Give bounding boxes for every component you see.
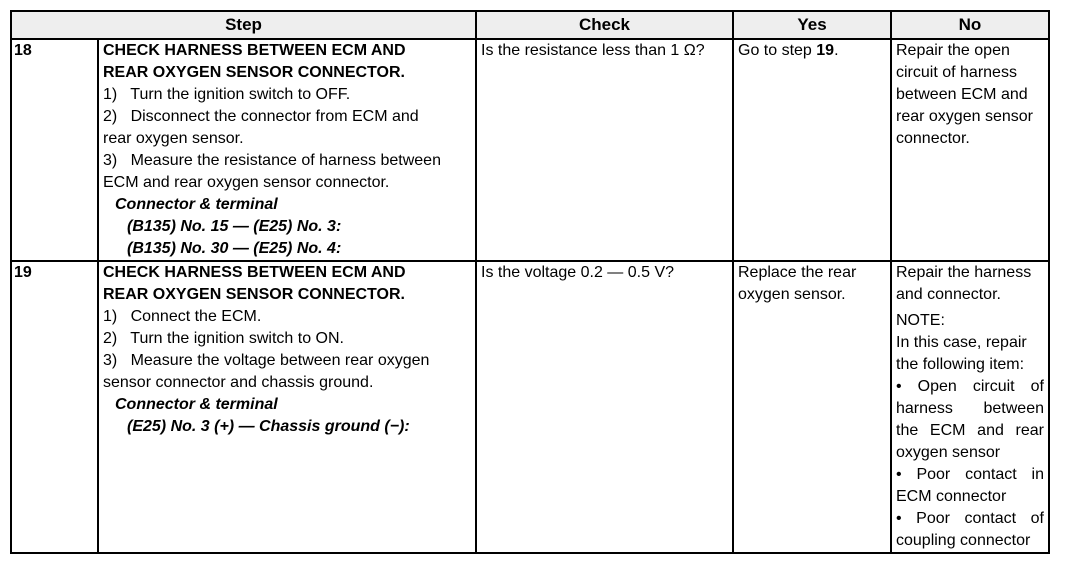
header-check: Check [476, 11, 733, 39]
substep: 2) Disconnect the connector from ECM and [103, 108, 419, 125]
step-number: 19 [11, 261, 98, 553]
yes-suffix: . [834, 42, 839, 59]
yes-step-ref: 19 [816, 42, 835, 59]
note-line: • Poor contact in [896, 466, 1044, 483]
connector-label: Connector & terminal [115, 396, 278, 413]
connector-label: Connector & terminal [115, 196, 278, 213]
no-line: circuit of harness [896, 64, 1017, 81]
step-title-line2: REAR OXYGEN SENSOR CONNECTOR. [103, 64, 405, 81]
no-cell [891, 261, 1049, 553]
connector-terminal: (B135) No. 30 — (E25) No. 4: [127, 240, 342, 257]
yes-line: Replace the rear [738, 264, 857, 281]
table-row [11, 261, 1049, 553]
substep: sensor connector and chassis ground. [103, 374, 374, 391]
yes-line: oxygen sensor. [738, 286, 846, 303]
connector-terminal: (E25) No. 3 (+) — Chassis ground (−): [127, 418, 410, 435]
step-title-line1: CHECK HARNESS BETWEEN ECM AND [103, 42, 406, 59]
no-line: and connector. [896, 286, 1001, 303]
note-line: oxygen sensor [896, 444, 1001, 461]
step-cell [98, 261, 476, 553]
table-row [11, 39, 1049, 261]
substep: 2) Turn the ignition switch to ON. [103, 330, 344, 347]
substep: 1) Connect the ECM. [103, 308, 262, 325]
substep: rear oxygen sensor. [103, 130, 244, 147]
check-cell: Is the voltage 0.2 — 0.5 V? [476, 261, 733, 553]
diagnostic-table [10, 10, 1050, 554]
substep: 3) Measure the resistance of harness between [103, 152, 441, 169]
step-cell [98, 39, 476, 261]
no-cell [891, 39, 1049, 261]
note-line: harness between [896, 400, 1044, 417]
header-yes: Yes [733, 11, 891, 39]
header-no: No [891, 11, 1049, 39]
no-line: Repair the harness [896, 264, 1032, 281]
no-line: Repair the open [896, 42, 1010, 59]
header-step: Step [11, 11, 476, 39]
note-line: the ECM and rear [896, 422, 1044, 439]
note-line: the following item: [896, 356, 1025, 373]
step-number: 18 [11, 39, 98, 261]
note-label: NOTE: [896, 312, 945, 329]
header-row [11, 11, 1049, 39]
note-line: coupling connector [896, 532, 1031, 549]
substep: 3) Measure the voltage between rear oxygen [103, 352, 430, 369]
yes-prefix: Go to step [738, 42, 817, 59]
no-line: connector. [896, 130, 970, 147]
note-line: In this case, repair [896, 334, 1027, 351]
no-line: rear oxygen sensor [896, 108, 1033, 125]
connector-terminal: (B135) No. 15 — (E25) No. 3: [127, 218, 342, 235]
no-line: between ECM and [896, 86, 1028, 103]
yes-cell [733, 261, 891, 553]
yes-cell [733, 39, 891, 261]
note-line: ECM connector [896, 488, 1007, 505]
substep: ECM and rear oxygen sensor connector. [103, 174, 390, 191]
step-title-line1: CHECK HARNESS BETWEEN ECM AND [103, 264, 406, 281]
note-line: • Open circuit of [896, 378, 1044, 395]
step-title-line2: REAR OXYGEN SENSOR CONNECTOR. [103, 286, 405, 303]
check-cell: Is the resistance less than 1 Ω? [476, 39, 733, 261]
substep: 1) Turn the ignition switch to OFF. [103, 86, 351, 103]
note-line: • Poor contact of [896, 510, 1044, 527]
